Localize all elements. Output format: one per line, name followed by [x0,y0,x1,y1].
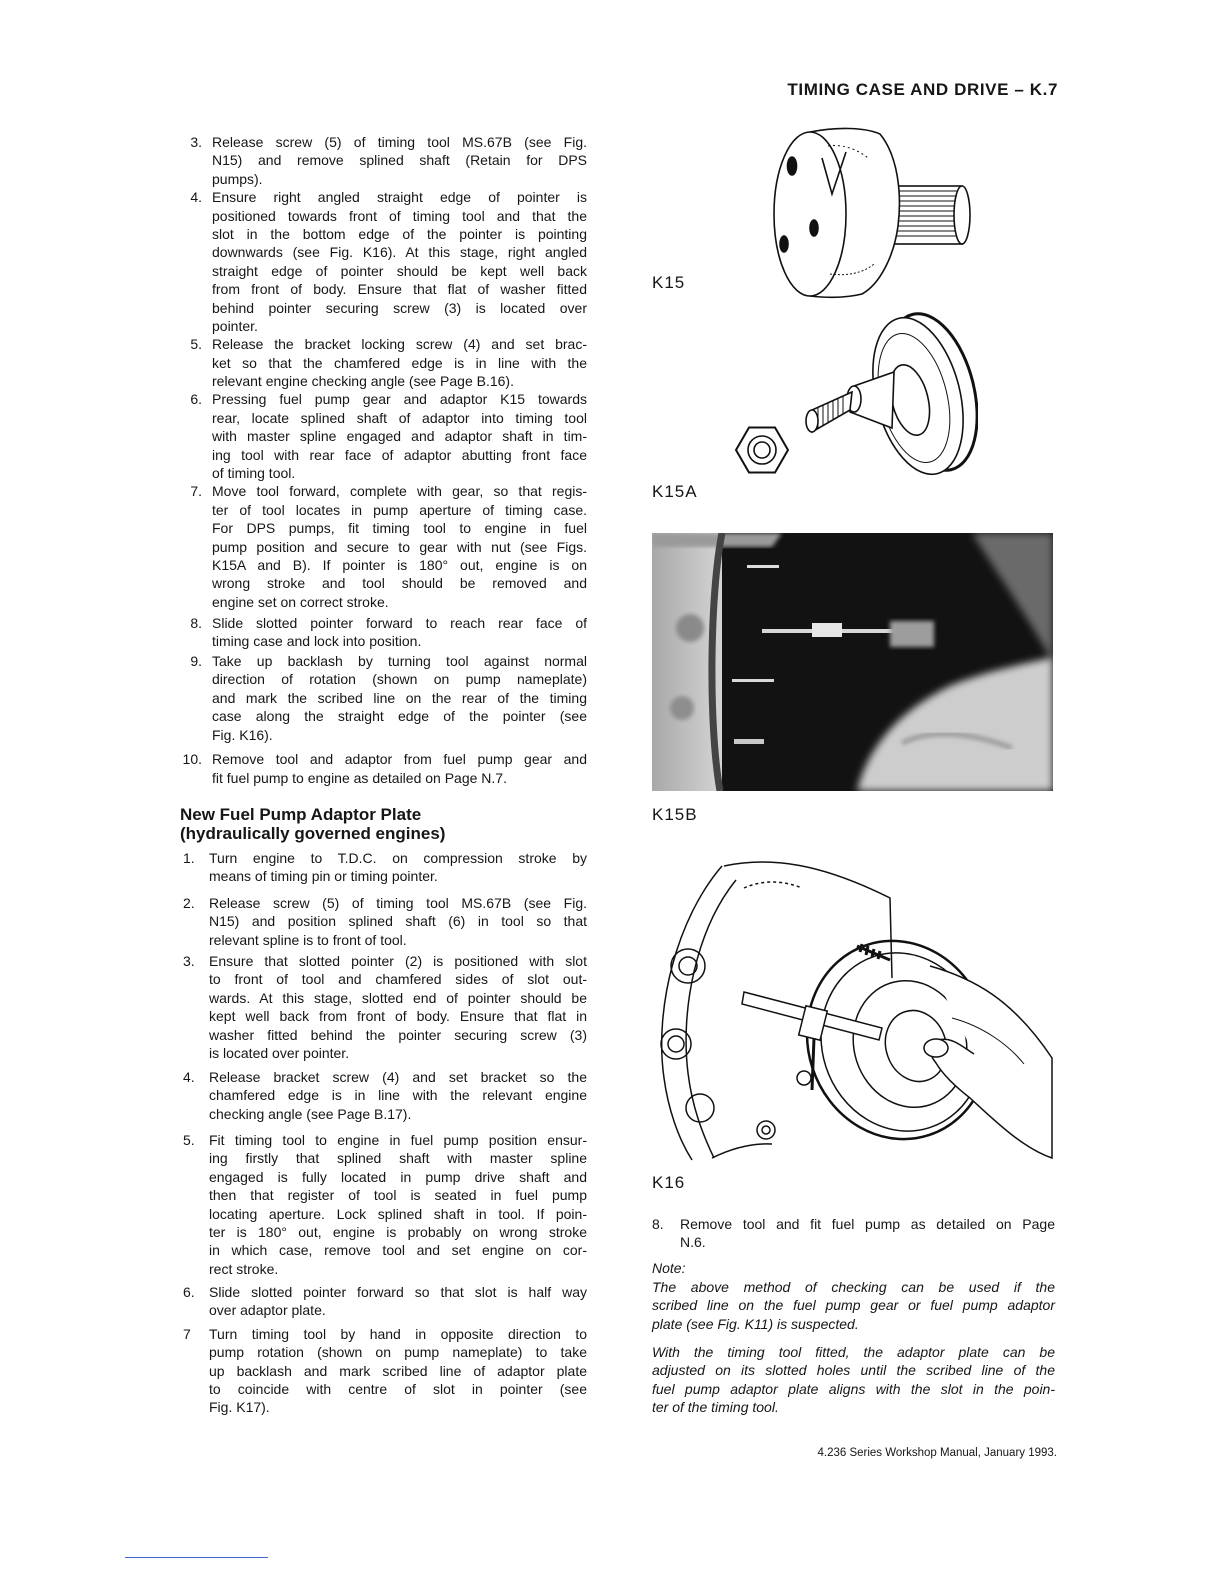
item-text [209,952,587,1062]
text-line: from front of body. Ensure that flat of washer fitted [212,281,587,298]
item-number: 10. [182,751,202,768]
figure-label-k15a: K15A [652,482,698,501]
item-text [212,614,587,651]
list-item [178,849,588,886]
procedure-list-continued [178,133,588,787]
list-item [178,188,588,335]
figure-k15b-photograph [652,533,1053,791]
figure-label-k16: K16 [652,1173,686,1192]
text-line: ter of the timing tool. [652,1399,779,1416]
text-line: downwards (see Fig. K16). At this stage, right angled [212,244,587,261]
item-number: 4. [190,189,202,206]
text-line: over adaptor plate. [209,1302,326,1319]
text-line: The above method of checking can be used if the [652,1279,1055,1295]
text-line: is located over pointer. [209,1044,350,1061]
text-line: kept well back from front of body. Ensure that flat in [209,1008,587,1025]
text-line: Fig. K16). [212,726,273,743]
list-item [178,335,588,390]
figure-label-k15: K15 [652,273,686,292]
list-item [178,133,588,188]
list-item [178,390,588,482]
figure-k15-timing-tool-drawing [770,124,980,300]
item-number: 7 [183,1325,191,1342]
list-item [652,1215,1056,1252]
item-text [209,1131,587,1278]
text-line: N15) and remove splined shaft (Retain for DPS [212,152,587,169]
item-number: 9. [190,652,202,669]
item-text [212,133,587,188]
item-number: 5. [183,1131,195,1148]
item-text [212,750,587,787]
item-number: 6. [183,1284,195,1301]
text-line: N.6. [680,1234,706,1251]
text-line: ter is 180° out, engine is probably on wrong stroke [209,1223,587,1240]
list-item [178,652,588,744]
text-line: straight edge of pointer should be kept well back [212,262,587,279]
text-line: direction of rotation (shown on pump nameplate) [212,671,587,688]
text-line: then that register of tool is seated in fuel pump [209,1187,587,1204]
text-line: locating aperture. Lock splined shaft in tool. If poin- [209,1205,587,1222]
text-line: ter of tool locates in pump aperture of timing case. [212,501,587,518]
section-heading [180,805,445,843]
text-line: Slide slotted pointer forward so that slot is half way [209,1284,587,1301]
item-number: 8. [652,1216,664,1232]
item-number: 5. [190,336,202,353]
list-item [178,1131,588,1278]
text-line: checking angle (see Page B.17). [209,1105,412,1122]
final-step-list [652,1215,1056,1252]
item-number: 3. [183,952,195,969]
section-heading-line: New Fuel Pump Adaptor Plate [180,805,422,824]
text-line: case along the straight edge of the pointer (see [212,708,587,725]
text-line: Remove tool and fit fuel pump as detailed on Page [680,1216,1055,1232]
text-line: with master spline engaged and adaptor shaft in tim- [212,428,587,445]
text-line: Turn engine to T.D.C. on compression stroke by [209,850,587,866]
text-line: rear, locate splined shaft of adaptor into timing tool [212,409,587,426]
figure-k16-timing-tool-fitted-drawing [652,858,1053,1163]
list-item [178,1068,588,1123]
list-item [178,614,588,651]
item-number: 2. [183,894,195,911]
footnote-rule [125,1557,268,1558]
item-text [209,849,587,886]
text-line: slot in the bottom edge of the pointer is pointing [212,225,587,242]
text-line: N15) and position splined shaft (6) in tool so that [209,913,587,930]
list-item [178,482,588,611]
text-line: of timing tool. [212,465,296,482]
item-text [212,335,587,390]
text-line: washer fitted behind the pointer securing screw (3) [209,1026,587,1043]
adaptor-plate-procedure-list [178,849,588,1417]
text-line: behind pointer securing screw (3) is located over [212,299,587,316]
figure-k15a-gear-adaptor-drawing [714,306,978,486]
text-line: Remove tool and adaptor from fuel pump gear and [212,751,587,768]
securing-screw [857,944,890,960]
text-line: positioned towards front of timing tool and that the [212,207,587,224]
item-text [212,390,587,482]
text-line: For DPS pumps, fit timing tool to engine in fuel [212,520,587,537]
text-line: With the timing tool fitted, the adaptor plate can be [652,1344,1055,1360]
tool-body [774,128,899,297]
text-line: engine set on correct stroke. [212,593,389,610]
note-paragraph [652,1343,1055,1417]
item-number: 6. [190,391,202,408]
text-line: K15A and B). If pointer is 180° out, engine is on [212,556,587,573]
item-text [209,1068,587,1123]
item-number: 4. [183,1068,195,1085]
text-line: ket so that the chamfered edge is in line with the [212,354,587,371]
text-line: Slide slotted pointer forward to reach rear face of [212,614,587,631]
text-line: plate (see Fig. K11) is suspected. [652,1315,859,1332]
hex-nut [736,428,788,473]
item-text [212,652,587,744]
text-line: Ensure right angled straight edge of pointer is [212,189,587,206]
note-label: Note: [652,1260,686,1276]
text-line: to coincide with centre of slot in pointer (see [209,1381,587,1398]
list-item [178,952,588,1062]
text-line: Fig. K17). [209,1399,270,1416]
text-line: chamfered edge is in line with the relevant engine [209,1087,587,1104]
text-line: Release the bracket locking screw (4) and set brac- [212,336,587,353]
text-line: ing firstly that splined shaft with master spline [209,1150,587,1167]
item-number: 8. [190,614,202,631]
text-line: fuel pump adaptor plate aligns with the slot in the poin- [652,1380,1055,1397]
text-line: engaged is fully located in pump drive shaft and [209,1168,587,1185]
section-heading-line: (hydraulically governed engines) [180,824,446,843]
text-line: Turn timing tool by hand in opposite direction to [209,1325,587,1342]
text-line: pump position and secure to gear with nut (see Figs. [212,538,587,555]
text-line: to front of tool and chamfered sides of slot out- [209,971,587,988]
text-line: Ensure that slotted pointer (2) is positioned with slot [209,952,587,969]
note-paragraph [652,1278,1055,1333]
list-item [178,750,588,787]
text-line: fit fuel pump to engine as detailed on Page N.7. [212,769,507,786]
threaded-shaft [806,392,852,432]
text-line: pumps). [212,170,263,187]
text-line: up backlash and mark scribed line of adaptor plate [209,1362,587,1379]
text-line: means of timing pin or timing pointer. [209,868,438,885]
item-text [212,188,587,335]
text-line: Take up backlash by turning tool against normal [212,652,587,669]
adaptor-hub [847,372,894,428]
text-line: adjusted on its slotted holes until the scribed line of the [652,1362,1055,1379]
figure-label-k15b: K15B [652,805,698,824]
text-line: Release screw (5) of timing tool MS.67B (see Fig. [209,894,587,911]
text-line: wards. At this stage, slotted end of pointer should be [209,989,587,1006]
item-text [209,894,587,949]
text-line: pump rotation (shown on pump nameplate) to take [209,1344,587,1361]
text-line: relevant engine checking angle (see Page B.16). [212,373,514,390]
text-line: rect stroke. [209,1260,279,1277]
text-line: Release screw (5) of timing tool MS.67B (see Fig. [212,134,587,150]
item-text [680,1215,1055,1252]
item-text [209,1325,587,1417]
text-line: Fit timing tool to engine in fuel pump position ensur- [209,1131,587,1148]
list-item [178,894,588,949]
text-line: relevant spline is to front of tool. [209,931,407,948]
item-number: 1. [183,850,195,866]
page-footer: 4.236 Series Workshop Manual, January 1993. [817,1447,1057,1459]
item-number: 3. [190,134,202,150]
text-line: pointer. [212,317,258,334]
text-line: Pressing fuel pump gear and adaptor K15 towards [212,391,587,408]
text-line: timing case and lock into position. [212,633,422,650]
item-number: 7. [190,483,202,500]
bolt-head [757,1121,775,1139]
item-text [212,482,587,611]
text-line: wrong stroke and tool should be removed and [212,575,587,592]
text-line: Move tool forward, complete with gear, so that regis- [212,483,587,500]
text-line: in which case, remove tool and set engine on cor- [209,1242,587,1259]
list-item [178,1325,588,1417]
text-line: scribed line on the fuel pump gear or fuel pump adaptor [652,1297,1055,1314]
item-text [209,1283,587,1320]
text-line: Release bracket screw (4) and set bracket so the [209,1068,587,1085]
page-header-title: TIMING CASE AND DRIVE – K.7 [787,80,1058,99]
list-item [178,1283,588,1320]
text-line: ing tool with rear face of adaptor abutting front face [212,446,587,463]
text-line: and mark the scribed line on the rear of the timing [212,689,587,706]
